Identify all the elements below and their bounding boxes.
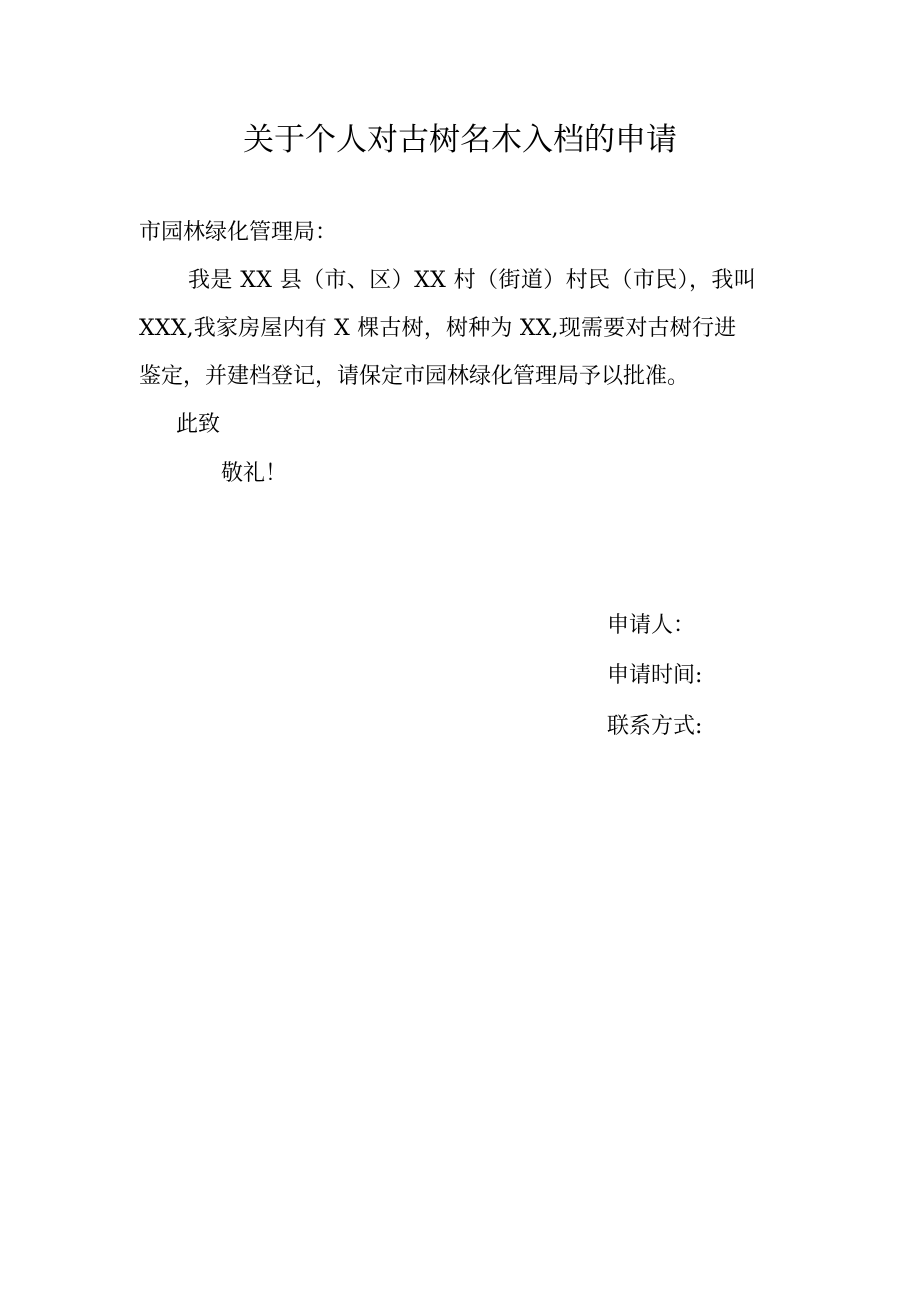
application-date-label: 申请时间: (607, 663, 703, 688)
body-line-1: 我是 XX 县（市、区）XX 村（街道）村民（市民），我叫 (188, 268, 757, 293)
addressee: 市园林绿化管理局： (139, 220, 338, 245)
closing-salutation: 此致 (176, 412, 221, 437)
applicant-label: 申请人： (607, 613, 696, 638)
body-line-3: 鉴定，并建档登记，请保定市园林绿化管理局予以批准。 (139, 364, 690, 389)
document-title: 关于个人对古树名木入档的申请 (243, 122, 677, 158)
body-line-2: XXX,我家房屋内有 X 棵古树，树种为 XX,现需要对古树行进 (139, 316, 737, 341)
closing-regards: 敬礼！ (221, 461, 288, 486)
contact-label: 联系方式: (607, 714, 703, 739)
